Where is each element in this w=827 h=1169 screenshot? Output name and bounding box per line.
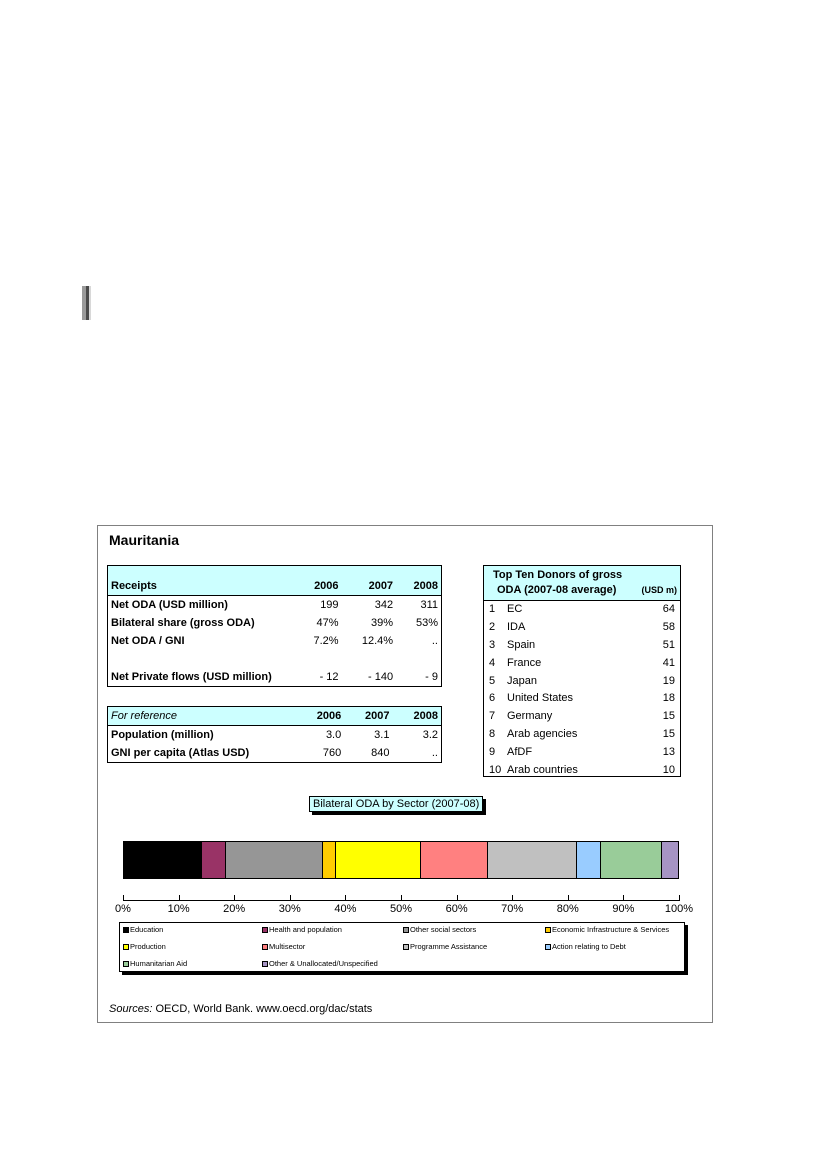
legend-label: Health and population bbox=[269, 925, 342, 934]
x-tick-label: 40% bbox=[334, 903, 357, 915]
reference-header-row bbox=[108, 707, 442, 726]
reference-table bbox=[107, 706, 442, 763]
donor-row bbox=[484, 726, 680, 744]
cell-value: 760 bbox=[322, 747, 342, 759]
donor-row bbox=[484, 708, 680, 726]
stacked-sector-bar bbox=[123, 841, 679, 879]
cell-value: 3.1 bbox=[374, 729, 390, 741]
x-tick bbox=[234, 895, 235, 901]
table-row bbox=[108, 744, 442, 763]
cell-value: - 12 bbox=[319, 671, 339, 683]
legend-item bbox=[403, 942, 487, 951]
year-header: 2007 bbox=[344, 707, 392, 726]
donor-name: Germany bbox=[507, 710, 553, 723]
donor-name: IDA bbox=[507, 620, 526, 633]
donor-value: 15 bbox=[662, 728, 675, 741]
legend-swatch bbox=[262, 927, 268, 933]
legend-label: Economic Infrastructure & Services bbox=[552, 925, 670, 934]
legend-label: Humanitarian Aid bbox=[130, 959, 188, 968]
top-donors-subtitle: ODA (2007-08 average) bbox=[497, 584, 617, 596]
cell-value: - 9 bbox=[425, 671, 438, 683]
sources-label: Sources: bbox=[109, 1003, 153, 1015]
country-title: Mauritania bbox=[109, 532, 180, 548]
receipts-table bbox=[107, 565, 442, 687]
x-tick bbox=[623, 895, 624, 901]
cell-value: 3.2 bbox=[422, 729, 438, 741]
donor-value: 18 bbox=[662, 692, 675, 705]
cell-value: 311 bbox=[420, 599, 438, 611]
donor-value: 64 bbox=[662, 603, 675, 615]
legend-item bbox=[262, 959, 378, 968]
sources-text: OECD, World Bank. www.oecd.org/dac/stats bbox=[155, 1003, 373, 1015]
x-tick bbox=[401, 895, 402, 901]
x-tick-label: 100% bbox=[664, 903, 694, 915]
donor-rank: 7 bbox=[489, 710, 496, 723]
x-tick bbox=[345, 895, 346, 901]
donor-row bbox=[484, 637, 680, 655]
row-label: GNI per capita (Atlas USD) bbox=[111, 747, 250, 759]
cell-value: 12.4% bbox=[361, 635, 394, 647]
cell-value: .. bbox=[431, 635, 438, 647]
donor-rank: 2 bbox=[489, 620, 496, 633]
x-tick bbox=[457, 895, 458, 901]
donor-value: 41 bbox=[662, 656, 675, 669]
legend-label: Other & Unallocated/Unspecified bbox=[269, 959, 378, 968]
donor-row bbox=[484, 673, 680, 691]
donor-row bbox=[484, 690, 680, 708]
x-tick bbox=[568, 895, 569, 901]
bar-segment bbox=[601, 842, 662, 878]
donor-value: 51 bbox=[662, 638, 675, 651]
chart-title: Bilateral ODA by Sector (2007-08) bbox=[309, 796, 483, 812]
legend-item bbox=[262, 942, 305, 951]
donor-rank: 10 bbox=[489, 764, 502, 777]
year-header: 2006 bbox=[296, 566, 342, 596]
donor-value: 15 bbox=[662, 710, 675, 723]
table-row bbox=[108, 614, 442, 632]
table-row bbox=[108, 596, 442, 615]
x-tick-label: 50% bbox=[389, 903, 413, 915]
top-donors-list bbox=[484, 601, 680, 780]
donor-row bbox=[484, 619, 680, 637]
top-donors-table bbox=[483, 565, 681, 777]
legend-item bbox=[403, 925, 476, 934]
section-marker bbox=[82, 286, 91, 320]
bar-segment bbox=[323, 842, 335, 878]
year-header: 2007 bbox=[342, 566, 397, 596]
donor-value: 58 bbox=[662, 620, 675, 633]
x-tick-label: 20% bbox=[223, 903, 246, 915]
cell-value: 7.2% bbox=[313, 635, 339, 647]
x-tick bbox=[290, 895, 291, 901]
legend-swatch bbox=[262, 944, 268, 950]
donor-name: Japan bbox=[507, 674, 537, 687]
bar-segment bbox=[226, 842, 323, 878]
legend-swatch bbox=[545, 927, 551, 933]
x-tick-label: 70% bbox=[501, 903, 524, 915]
donor-name: EC bbox=[507, 603, 523, 615]
bar-segment bbox=[124, 842, 202, 878]
legend-swatch bbox=[262, 961, 268, 967]
donor-name: Arab countries bbox=[507, 764, 578, 777]
row-label: Net ODA / GNI bbox=[111, 635, 185, 647]
x-tick-label: 0% bbox=[115, 903, 131, 915]
cell-value: 3.0 bbox=[325, 729, 342, 741]
legend-item bbox=[262, 925, 342, 934]
year-header: 2008 bbox=[396, 566, 441, 596]
legend-label: Production bbox=[130, 942, 166, 951]
donor-value: 19 bbox=[662, 674, 675, 687]
receipts-header: Receipts bbox=[108, 566, 297, 596]
reference-header: For reference bbox=[108, 707, 297, 726]
x-tick-label: 90% bbox=[612, 903, 635, 915]
legend-item bbox=[123, 959, 187, 968]
donor-value: 10 bbox=[662, 764, 675, 777]
legend-label: Action relating to Debt bbox=[552, 942, 626, 951]
x-tick bbox=[512, 895, 513, 901]
row-label: Net Private flows (USD million) bbox=[111, 671, 272, 683]
bar-segment bbox=[421, 842, 487, 878]
bar-segment bbox=[662, 842, 678, 878]
bar-segment bbox=[577, 842, 602, 878]
top-donors-unit: (USD m) bbox=[641, 585, 677, 595]
bar-segment bbox=[336, 842, 422, 878]
donor-rank: 1 bbox=[489, 603, 496, 615]
legend-label: Programme Assistance bbox=[410, 942, 488, 951]
donor-name: AfDF bbox=[507, 746, 533, 759]
x-tick bbox=[179, 895, 180, 901]
donor-rank: 6 bbox=[489, 692, 496, 705]
cell-value: .. bbox=[431, 747, 438, 759]
top-donors-header bbox=[484, 566, 680, 601]
bar-segment bbox=[202, 842, 227, 878]
cell-value: - 140 bbox=[367, 671, 394, 683]
table-row bbox=[108, 726, 442, 745]
donor-row bbox=[484, 762, 680, 780]
legend-item bbox=[545, 942, 626, 951]
donor-rank: 9 bbox=[489, 746, 496, 759]
table-row bbox=[108, 668, 442, 687]
x-tick bbox=[123, 895, 124, 901]
donor-name: Spain bbox=[507, 638, 536, 651]
spacer-row bbox=[108, 650, 442, 668]
donor-name: Arab agencies bbox=[507, 728, 578, 741]
donor-value: 13 bbox=[662, 746, 675, 759]
legend-label: Education bbox=[130, 925, 164, 934]
sources-note bbox=[109, 1003, 372, 1015]
cell-value: 39% bbox=[371, 617, 394, 629]
x-tick-label: 10% bbox=[167, 903, 190, 915]
donor-name: France bbox=[507, 656, 542, 669]
row-label: Population (million) bbox=[111, 729, 214, 741]
table-row bbox=[108, 632, 442, 650]
donor-rank: 5 bbox=[489, 674, 496, 687]
legend-swatch bbox=[123, 944, 129, 950]
legend-swatch bbox=[403, 927, 409, 933]
year-header: 2006 bbox=[296, 707, 344, 726]
receipts-header-row bbox=[108, 566, 442, 596]
donor-rank: 8 bbox=[489, 728, 496, 741]
legend-item bbox=[123, 942, 166, 951]
legend-item bbox=[545, 925, 669, 934]
legend-swatch bbox=[123, 927, 129, 933]
legend-item bbox=[123, 925, 163, 934]
cell-value: 199 bbox=[320, 599, 339, 611]
donor-row bbox=[484, 655, 680, 673]
bar-segment bbox=[488, 842, 577, 878]
x-tick-label: 80% bbox=[556, 903, 579, 915]
row-label: Bilateral share (gross ODA) bbox=[111, 617, 255, 629]
cell-value: 840 bbox=[371, 747, 390, 759]
legend-swatch bbox=[123, 961, 129, 967]
x-tick-label: 60% bbox=[445, 903, 468, 915]
donor-rank: 4 bbox=[489, 656, 496, 669]
x-tick-label: 30% bbox=[278, 903, 301, 915]
donor-rank: 3 bbox=[489, 638, 496, 651]
top-donors-title: Top Ten Donors of gross bbox=[493, 569, 623, 581]
chart-legend bbox=[119, 922, 685, 972]
year-header: 2008 bbox=[392, 707, 441, 726]
cell-value: 342 bbox=[374, 599, 394, 611]
cell-value: 53% bbox=[415, 617, 438, 629]
legend-label: Multisector bbox=[269, 942, 306, 951]
legend-swatch bbox=[545, 944, 551, 950]
donor-row bbox=[484, 744, 680, 762]
legend-label: Other social sectors bbox=[410, 925, 477, 934]
donor-name: United States bbox=[507, 692, 574, 705]
cell-value: 47% bbox=[316, 617, 339, 629]
donor-row bbox=[484, 601, 680, 619]
x-tick bbox=[679, 895, 680, 901]
row-label: Net ODA (USD million) bbox=[111, 599, 228, 611]
country-panel bbox=[97, 525, 713, 1023]
legend-swatch bbox=[403, 944, 409, 950]
